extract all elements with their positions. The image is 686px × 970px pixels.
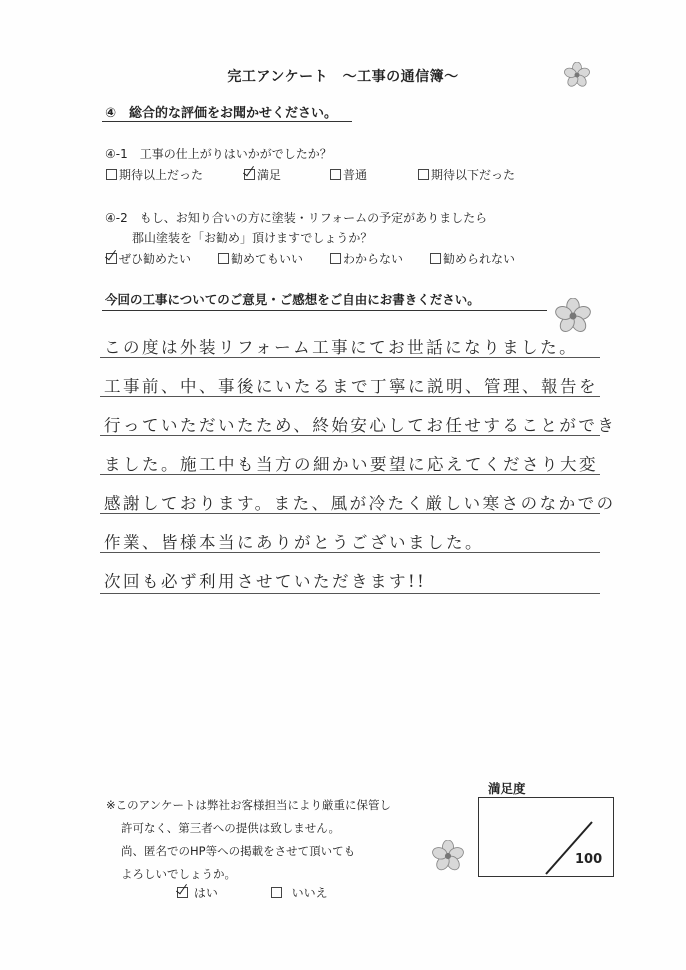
checkbox-icon[interactable] <box>430 253 441 264</box>
checkbox-icon[interactable] <box>106 253 117 264</box>
checkbox-icon[interactable] <box>330 169 341 180</box>
privacy-note-line2: 許可なく、第三者への提供は致しません。 <box>121 821 340 835</box>
writing-rule <box>100 593 600 594</box>
consent-no[interactable]: いいえ <box>271 884 328 901</box>
option-q2-1[interactable]: ぜひ勧めたい <box>106 250 191 267</box>
handwritten-line-6: 作業、皆様本当にありがとうございました。 <box>104 533 484 552</box>
checkbox-icon[interactable] <box>106 169 117 180</box>
question-4-2-line1: ④-2 もし、お知り合いの方に塗装・リフォームの予定がありましたら <box>105 211 488 225</box>
consent-yes[interactable]: はい <box>177 884 218 901</box>
privacy-note-line3: 尚、匿名でのHP等への掲載をさせて頂いても <box>121 844 356 858</box>
handwritten-line-5: 感謝しております。また、風が冷たく厳しい寒さのなかでの <box>104 494 616 513</box>
writing-rule <box>100 552 600 553</box>
checkbox-icon[interactable] <box>271 887 282 898</box>
handwritten-line-3: 行っていただいたため、終始安心してお任せすることができ <box>104 416 617 435</box>
option-q1-3[interactable]: 普通 <box>330 166 367 183</box>
writing-rule <box>100 357 600 358</box>
opinion-underline <box>102 310 547 311</box>
question-4-1: ④-1 工事の仕上がりはいかがでしたか？ <box>105 147 332 161</box>
option-q2-4[interactable]: 勧められない <box>430 250 515 267</box>
privacy-note-line1: ※このアンケートは弊社お客様担当により厳重に保管し <box>106 798 391 812</box>
sakura-flower-icon <box>555 298 591 334</box>
option-q1-4[interactable]: 期待以下だった <box>418 166 515 183</box>
checkbox-icon[interactable] <box>330 253 341 264</box>
handwritten-line-1: この度は外装リフォーム工事にてお世話になりました。 <box>104 338 579 357</box>
checkbox-icon[interactable] <box>177 887 188 898</box>
handwritten-line-4: ました。施工中も当方の細かい要望に応えてくださり大変 <box>104 455 598 474</box>
sakura-flower-icon <box>432 840 464 872</box>
score-slash <box>540 818 603 878</box>
writing-rule <box>100 513 600 514</box>
writing-rule <box>100 474 600 475</box>
handwritten-line-2: 工事前、中、事後にいたるまで丁寧に説明、管理、報告を <box>104 377 598 396</box>
opinion-heading: 今回の工事についてのご意見・ご感想をご自由にお書きください。 <box>105 292 480 307</box>
checkbox-icon[interactable] <box>218 253 229 264</box>
satisfaction-score: 100 <box>575 852 603 867</box>
handwritten-line-7: 次回も必ず利用させていただきます!! <box>104 572 427 591</box>
checkbox-icon[interactable] <box>418 169 429 180</box>
option-q1-1[interactable]: 期待以上だった <box>106 166 203 183</box>
option-q2-2[interactable]: 勧めてもいい <box>218 250 303 267</box>
question-4-2-line2: 郡山塗装を「お勧め」頂けますでしょうか？ <box>132 231 373 245</box>
privacy-note-line4: よろしいでしょうか。 <box>121 867 236 881</box>
option-q2-3[interactable]: わからない <box>330 250 403 267</box>
option-q1-2[interactable]: 満足 <box>244 166 281 183</box>
checkbox-icon[interactable] <box>244 169 255 180</box>
heading-underline <box>102 121 352 122</box>
sakura-flower-icon <box>564 62 590 88</box>
writing-rule <box>100 396 600 397</box>
writing-rule <box>100 435 600 436</box>
satisfaction-label: 満足度 <box>488 781 526 796</box>
section-heading: ④ 総合的な評価をお聞かせください。 <box>105 106 338 121</box>
page-title: 完工アンケート ～工事の通信簿～ <box>227 69 459 85</box>
